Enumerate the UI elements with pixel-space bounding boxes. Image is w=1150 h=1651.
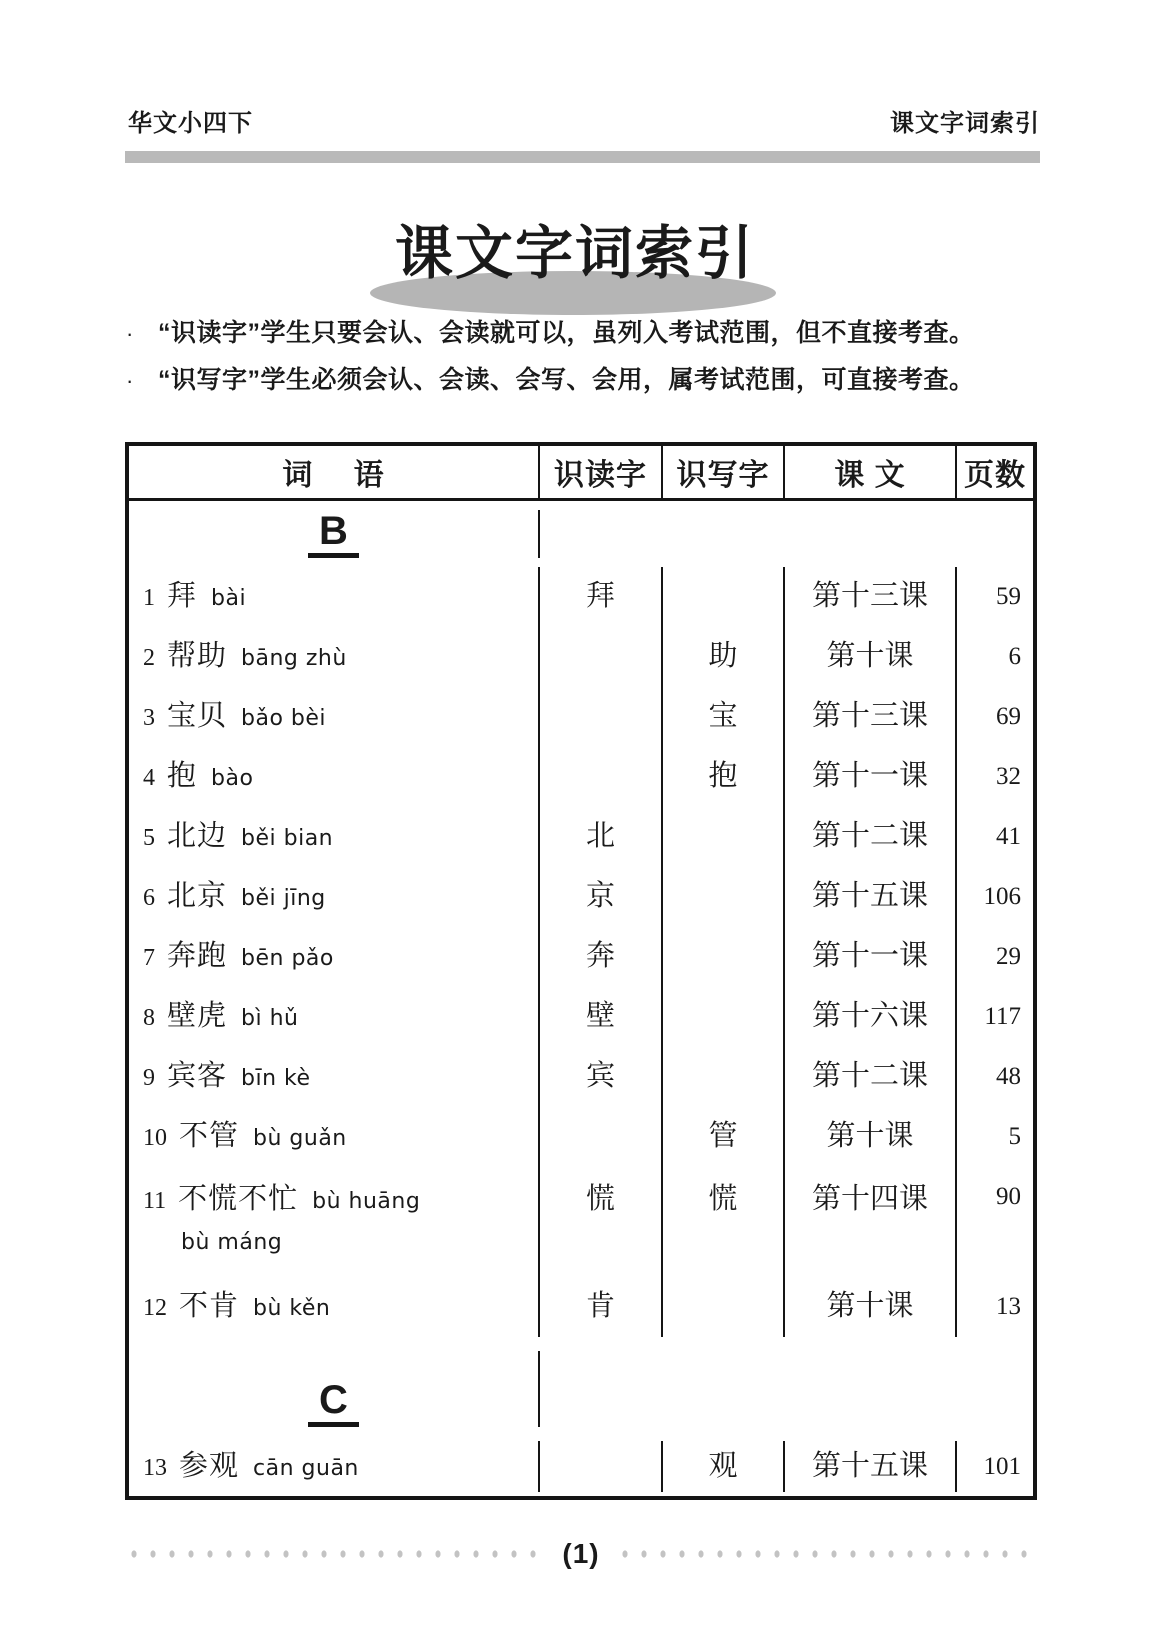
shidu-cell: [540, 1441, 663, 1492]
entry-hanzi: 不慌不忙: [178, 1183, 299, 1215]
entry-pinyin: bāng zhù: [241, 646, 347, 672]
vocab-index-table: [125, 442, 1037, 1500]
entry-pinyin-line2: bù máng: [181, 1230, 283, 1256]
table-body: [129, 501, 1033, 1492]
entry-pinyin: bù kěn: [253, 1296, 331, 1322]
entry-hanzi: 不管: [179, 1120, 240, 1153]
section-letter: B: [308, 510, 359, 558]
table-row: [129, 1047, 1033, 1107]
table-row: [129, 1167, 1033, 1277]
word-line: [143, 640, 347, 673]
word-cell: [129, 687, 540, 747]
word-line: [143, 700, 326, 733]
entry-number: 6: [143, 885, 155, 912]
lesson-cell: 第十一课: [785, 927, 957, 987]
page-cell: 5: [1008, 1123, 1021, 1150]
word-cell: [129, 1441, 540, 1492]
note-item: [126, 318, 986, 350]
shidu-cell: 北: [540, 807, 663, 867]
word-cell: [129, 567, 540, 627]
shidu-cell: 京: [540, 867, 663, 927]
entry-pinyin: běi jīng: [241, 886, 326, 912]
entry-pinyin: běi bian: [241, 826, 334, 852]
word-lines: [143, 1000, 298, 1033]
entry-pinyin: bào: [211, 766, 254, 792]
page-cell: 48: [996, 1063, 1021, 1090]
note-item: [126, 365, 986, 397]
page-cell: 59: [996, 583, 1021, 610]
word-lines: [143, 1450, 359, 1483]
word-line: [143, 1120, 347, 1153]
entry-number: 4: [143, 765, 155, 792]
dotted-line-left: [125, 1547, 546, 1561]
word-cell: [129, 627, 540, 687]
shidu-cell: 壁: [540, 987, 663, 1047]
word-cell: [129, 1167, 540, 1277]
word-cell: [129, 1277, 540, 1337]
word-lines: [143, 640, 347, 673]
lesson-cell: 第十三课: [785, 567, 957, 627]
shixie-cell: 抱: [663, 747, 785, 807]
section-letter-cell: [129, 1351, 540, 1427]
page-cell: 32: [996, 763, 1021, 790]
word-line: [143, 1183, 420, 1216]
entry-pinyin: bēn pǎo: [241, 946, 334, 972]
word-line: [143, 820, 333, 853]
lesson-cell: 第十五课: [785, 867, 957, 927]
word-line: [143, 1450, 359, 1483]
table-row: [129, 1277, 1033, 1337]
page-cell: 29: [996, 943, 1021, 970]
word-cell: [129, 867, 540, 927]
lesson-cell: 第十六课: [785, 987, 957, 1047]
section-row: [129, 1337, 1033, 1441]
entry-hanzi: 参观: [179, 1449, 240, 1482]
word-cell: [129, 1107, 540, 1167]
word-line-2: [143, 1230, 420, 1255]
entry-hanzi: 帮助: [167, 640, 228, 673]
table-row: [129, 1107, 1033, 1167]
word-lines: [143, 1183, 420, 1255]
entry-pinyin: bīn kè: [241, 1066, 311, 1092]
table-row: [129, 567, 1033, 627]
shidu-cell: [540, 687, 663, 747]
header-booklet-title: 华文小四下: [128, 110, 253, 137]
lesson-cell: 第十四课: [785, 1167, 957, 1277]
entry-hanzi: 北边: [167, 820, 228, 853]
shixie-cell: [663, 807, 785, 867]
section-row: [129, 501, 1033, 567]
shidu-cell: [540, 627, 663, 687]
word-line: [143, 880, 326, 913]
entry-number: 1: [143, 585, 155, 612]
word-cell: [129, 927, 540, 987]
header-cell-page: 页数: [964, 459, 1026, 492]
word-line: [143, 940, 334, 973]
header-section-title: 课文字词索引: [890, 110, 1040, 137]
shixie-cell: [663, 987, 785, 1047]
page-cell: 117: [984, 1003, 1021, 1030]
entry-hanzi: 拜: [167, 580, 198, 613]
shidu-cell: 宾: [540, 1047, 663, 1107]
word-lines: [143, 1120, 347, 1153]
shixie-cell: [663, 1047, 785, 1107]
lesson-cell: 第十二课: [785, 1047, 957, 1107]
page-cell: 13: [996, 1293, 1021, 1320]
table-row: [129, 927, 1033, 987]
entry-number: 13: [143, 1454, 167, 1481]
entry-hanzi: 不肯: [179, 1290, 240, 1323]
entry-number: 7: [143, 945, 155, 972]
page-cell: 41: [996, 823, 1021, 850]
shidu-cell: 奔: [540, 927, 663, 987]
entry-number: 12: [143, 1295, 167, 1322]
table-row: [129, 687, 1033, 747]
page-footer: [125, 1538, 1037, 1570]
entry-pinyin: cān guān: [253, 1455, 359, 1481]
table-row: [129, 747, 1033, 807]
page-header: [128, 103, 1040, 138]
page-number: (1): [562, 1538, 600, 1569]
header-cell-shidu: 识读字: [540, 446, 663, 498]
entry-pinyin: bù guǎn: [253, 1126, 347, 1152]
word-cell: [129, 987, 540, 1047]
shixie-cell: 助: [663, 627, 785, 687]
word-line: [143, 1290, 330, 1323]
lesson-cell: 第十课: [785, 1277, 957, 1337]
page-cell: 6: [1008, 643, 1021, 670]
entry-number: 8: [143, 1005, 155, 1032]
header-cell-lesson: 课 文: [785, 446, 957, 498]
word-lines: [143, 1060, 311, 1093]
section-letter: C: [308, 1379, 359, 1427]
table-row: [129, 867, 1033, 927]
word-cell: [129, 747, 540, 807]
lesson-cell: 第十五课: [785, 1441, 957, 1492]
dotted-line-right: [616, 1547, 1037, 1561]
entry-number: 3: [143, 705, 155, 732]
header-divider-bar: [125, 151, 1040, 163]
shixie-cell: 管: [663, 1107, 785, 1167]
entry-number: 2: [143, 645, 155, 672]
page-cell: 69: [996, 703, 1021, 730]
page-cell: 106: [983, 883, 1021, 910]
shidu-cell: 慌: [540, 1167, 663, 1277]
entry-pinyin: bù huāng: [312, 1189, 421, 1214]
lesson-cell: 第十课: [785, 1107, 957, 1167]
word-line: [143, 1000, 298, 1033]
word-line: [143, 760, 253, 793]
word-lines: [143, 820, 333, 853]
shidu-cell: 拜: [540, 567, 663, 627]
entry-hanzi: 抱: [167, 760, 198, 793]
table-header-row: [129, 446, 1033, 501]
word-lines: [143, 940, 334, 973]
lesson-cell: 第十二课: [785, 807, 957, 867]
entry-hanzi: 宝贝: [167, 700, 228, 733]
entry-hanzi: 宾客: [167, 1060, 228, 1093]
lesson-cell: 第十一课: [785, 747, 957, 807]
header-cell-shixie: 识写字: [663, 446, 785, 498]
word-lines: [143, 700, 326, 733]
table-row: [129, 987, 1033, 1047]
shidu-cell: [540, 747, 663, 807]
entry-pinyin: bài: [211, 586, 247, 612]
word-cell: [129, 1047, 540, 1107]
entry-pinyin: bì hǔ: [241, 1006, 299, 1032]
bullet-dot: ·: [126, 368, 134, 393]
entry-hanzi: 奔跑: [167, 940, 228, 973]
word-lines: [143, 880, 326, 913]
page-cell: 101: [983, 1452, 1021, 1480]
page-title: 课文字词索引: [394, 221, 755, 286]
entry-number: 5: [143, 825, 155, 852]
entry-pinyin: bǎo bèi: [241, 706, 327, 732]
shixie-cell: 宝: [663, 687, 785, 747]
word-lines: [143, 580, 246, 613]
shixie-cell: [663, 567, 785, 627]
entry-number: 9: [143, 1065, 155, 1092]
entry-number: 10: [143, 1125, 167, 1152]
shidu-cell: [540, 1107, 663, 1167]
word-lines: [143, 760, 253, 793]
table-row: [129, 807, 1033, 867]
entry-hanzi: 壁虎: [167, 1000, 228, 1033]
shixie-cell: [663, 867, 785, 927]
note-text: “识写字”学生必须会认、会读、会写、会用，属考试范围，可直接考查。: [158, 366, 975, 394]
word-line: [143, 580, 246, 613]
word-cell: [129, 807, 540, 867]
shixie-cell: [663, 1277, 785, 1337]
shidu-cell: 肯: [540, 1277, 663, 1337]
lesson-cell: 第十课: [785, 627, 957, 687]
word-lines: [143, 1290, 330, 1323]
shixie-cell: 慌: [663, 1167, 785, 1277]
shixie-cell: [663, 927, 785, 987]
section-letter-cell: [129, 510, 540, 558]
entry-hanzi: 北京: [167, 880, 228, 913]
entry-number: 11: [143, 1188, 167, 1214]
table-row: [129, 1441, 1033, 1492]
page-cell: 90: [996, 1183, 1021, 1210]
notes-list: [126, 318, 986, 412]
bullet-dot: ·: [126, 321, 134, 346]
word-line: [143, 1060, 311, 1093]
header-cell-word: 词 语: [129, 446, 540, 498]
table-row: [129, 627, 1033, 687]
shixie-cell: 观: [663, 1441, 785, 1492]
lesson-cell: 第十三课: [785, 687, 957, 747]
note-text: “识读字”学生只要会认、会读就可以，虽列入考试范围，但不直接考查。: [158, 319, 975, 347]
